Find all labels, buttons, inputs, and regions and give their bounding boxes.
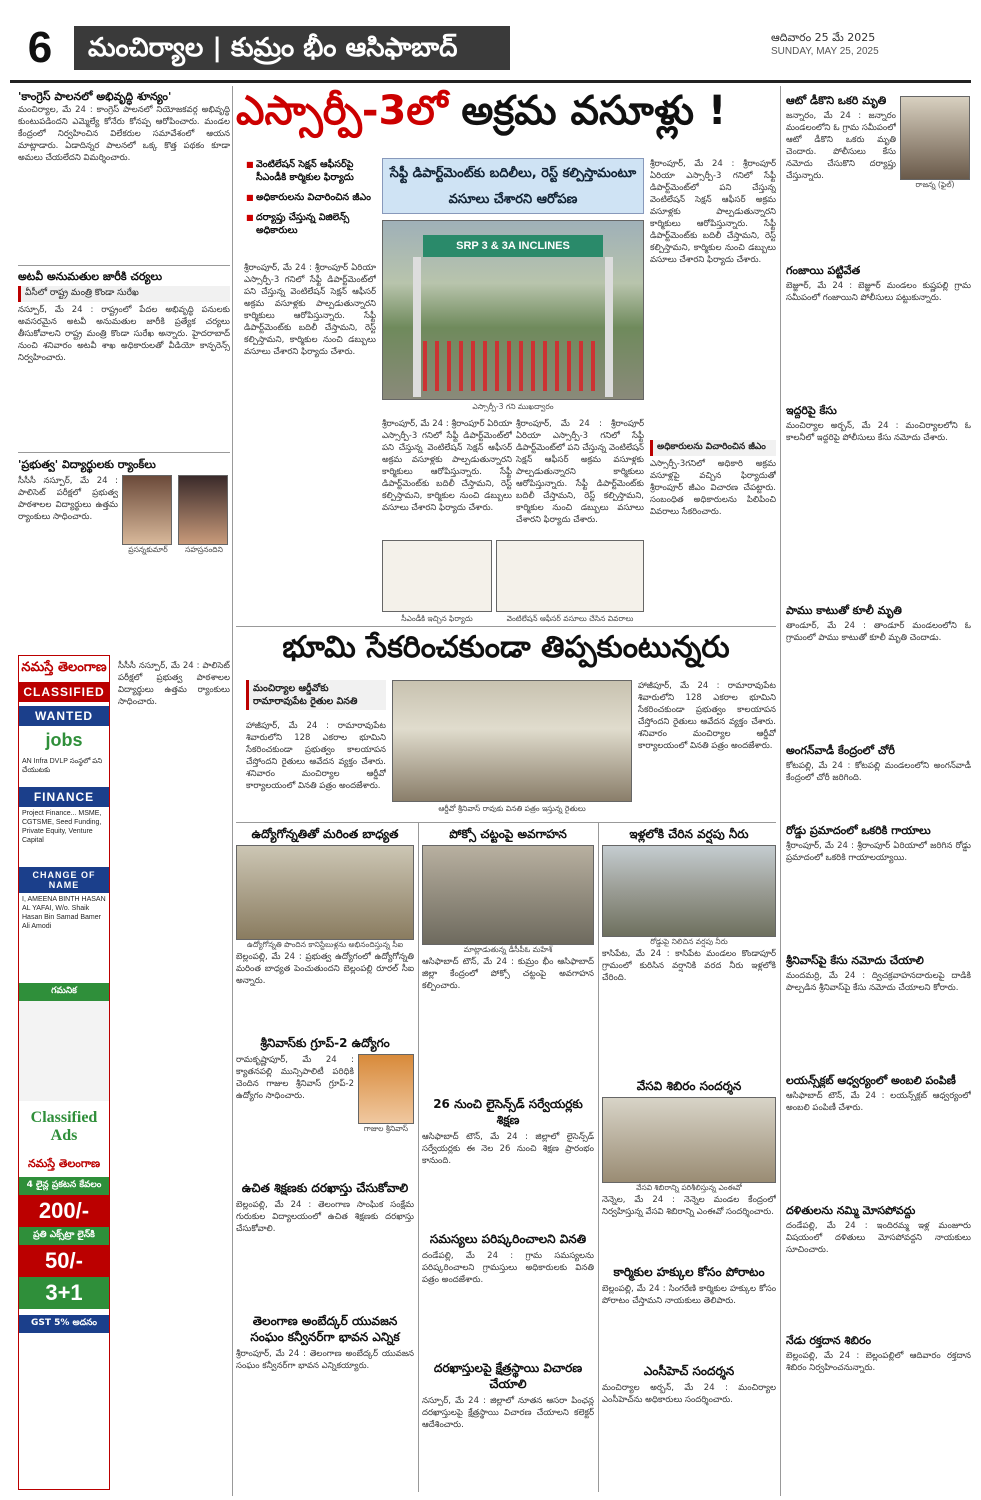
divider <box>236 822 776 823</box>
m4-body: నస్పూర్, మే 24 : జిల్లాలో నూతన ఆసరా పింఛన్ల దరఖాస్తులపై క్షేత్రస్థాయి విచారణ చేయాలని కలెక్టర్ ఆదేశించారు. <box>422 1396 594 1430</box>
accident-victim-photo <box>900 96 970 180</box>
right-r8-body: ఆసిఫాబాద్ టౌన్, మే 24 : లయన్స్‌క్లబ్ ఆధ్వర్యంలో అంబలి పంపిణీ చేశారు. <box>786 1091 971 1113</box>
main-subsection-head: అధికారులను విచారించిన జీఎం <box>650 440 776 456</box>
price1-label: 4 లైన్ల ప్రకటన కేవలం <box>19 1177 109 1195</box>
right-r7-body: మందమర్రి, మే 24 : ద్విచక్రవాహనదారులపై దాడికి పాల్పడిన శ్రీనివాస్‌పై కేసు నమోదు చేయాలని కోరారు. <box>786 971 971 993</box>
right-r3-body: మంచిర్యాల అర్బన్, మే 24 : మంచిర్యాలలోని ఓ కాలనీలో ఇద్దరిపై పోలీసులు కేసు నమోదు చేశారు. <box>786 421 971 443</box>
gst-note: GST 5% అదనం <box>19 1315 109 1333</box>
b2-headline: శ్రీనివాస్‌కు గ్రూప్-2 ఉద్యోగం <box>260 1036 390 1050</box>
student-photo-2 <box>178 475 228 545</box>
left-story2-headline: అటవీ అనుమతుల జారీకి చర్యలు <box>18 270 163 283</box>
right-r9-headline: దళితులను నమ్మి మోసపోవద్దు <box>786 1204 916 1217</box>
story2-body-col2: హాజీపూర్, మే 24 : రామారావుపేట శివారులోని 128 ఎకరాల భూమిని సేకరించకుండా ప్రభుత్వం కాలయాపన చేస్తోందని రైతులు ఆవేదన వ్యక్తం చేశారు. శనివారం మంచిర్యాల ఆర్డీవో కార్యాలయంలో వినతి పత్రం అందజేశారు. <box>638 681 776 751</box>
r1-photo-caption: రోడ్డుపై నిలిచిన వర్షపు నీరు <box>650 937 728 946</box>
price2: 50/- <box>19 1245 109 1277</box>
left-story3-cont: సీసీసీ నస్పూర్, మే 24 : పాలిసెట్ పరీక్షలో ప్రభుత్వ పాఠశాలల విద్యార్థులు ఉత్తమ ర్యాంకులు సాధించారు. <box>118 661 230 707</box>
story2-body-col1: హాజీపూర్, మే 24 : రామారావుపేట శివారులోని 128 ఎకరాల భూమిని సేకరించకుండా ప్రభుత్వం కాలయాపన చేస్తోందని రైతులు ఆవేదన వ్యక్తం చేశారు. శనివారం మంచిర్యాల ఆర్డీవో కార్యాలయంలో వినతి పత్రం అందజేశారు. <box>246 721 386 791</box>
page-date <box>771 30 971 57</box>
right-r6-body: శ్రీరాంపూర్, మే 24 : శ్రీరాంపూర్ ఏరియాలో జరిగిన రోడ్డు ప్రమాదంలో ఒకరికి గాయాలయ్యాయి. <box>786 841 971 863</box>
right-r6-headline: రోడ్డు ప్రమాదంలో ఒకరికి గాయాలు <box>786 824 931 837</box>
right-r8-headline: లయన్స్‌క్లబ్ ఆధ్వర్యంలో అంబలి పంపిణీ <box>786 1074 956 1087</box>
complaint-doc-caption: సీఎండీకి ఇచ్చిన ఫిర్యాదు <box>401 614 473 623</box>
divider <box>18 452 230 453</box>
summer-camp-photo <box>602 1097 776 1183</box>
right-r3-headline: ఇద్దరిపై కేసు <box>786 404 837 417</box>
farmers-photo-caption: ఆర్డీవో శ్రీనివాస్ రావుకు వినతి పత్రం ఇస్తున్న రైతులు <box>438 804 586 813</box>
bottom-column-2 <box>422 826 594 1494</box>
price2-label: ప్రతి ఎక్స్‌ట్రా లైన్‌కి <box>19 1227 109 1245</box>
finance-ad-text: Project Finance... MSME, CGTSME, Seed Funding, Private Equity, Venture Capital <box>22 810 102 844</box>
b3-headline: ఉచిత శిక్షణకు దరఖాస్తు చేసుకోవాలి <box>241 1181 409 1195</box>
collection-document <box>496 540 644 612</box>
right-r10-headline: నేడు రక్తదాన శిబిరం <box>786 1334 872 1347</box>
right-r1-caption: రాజన్న (ఫైల్) <box>915 180 955 189</box>
r1-body: కాసిపేట, మే 24 : కాసిపేట మండలం కొండాపూర్ గ్రామంలో కురిసిన వర్షానికి వరద నీరు ఇళ్లలోకి చేరింది. <box>602 949 776 983</box>
left-story2-body: నస్పూర్, మే 24 : రాష్ట్రంలో పేదల అభివృద్ధి పనులకు అవసరమైన అటవీ అనుమతుల జారీకి ప్రత్యేక చర్యలు తీసుకోవాలని రాష్ట్ర మంత్రి కొండా సురేఖ అన్నారు. హైదరాబాద్ నుంచి శనివారం అటవీ శాఖ అధికారులతో వీడియో కాన్ఫరెన్స్ నిర్వహించారు. <box>18 305 230 363</box>
left-column <box>18 90 230 650</box>
main-headline-part1: ఎస్సార్పీ-3లో <box>236 88 462 134</box>
main-headline <box>236 88 776 154</box>
classified-band: CLASSIFIED <box>19 682 109 702</box>
main-body-col3: శ్రీరాంపూర్, మే 24 : శ్రీరాంపూర్ ఏరియా ఎస్సార్పీ-3 గనిలో సేఫ్టీ డిపార్ట్‌మెంట్‌లో పని చేస్తున్న వెంటిలేషన్ సెక్షన్ ఆఫీసర్ అక్రమ వసూళ్లకు పాల్పడుతున్నారని కార్మికులు ఆరోపిస్తున్నారు. సేఫ్టీ డిపార్ట్‌మెంట్‌కు బదిలీ చేస్తామని, రెస్ట్ కల్పిస్తామని, కార్మికుల నుంచి డబ్బులు వసూలు చేశారని ఫిర్యాదు చేశారు. <box>516 419 644 525</box>
offer: 3+1 <box>19 1277 109 1309</box>
r1-headline: ఇళ్లలోకి చేరిన వర్షపు నీరు <box>629 827 749 841</box>
notice-band: గమనిక <box>19 983 109 1001</box>
job-ad-text: AN Infra DVLP సంస్థలో పని చేయుటకు <box>22 758 103 774</box>
main-body-col4: శ్రీరాంపూర్, మే 24 : శ్రీరాంపూర్ ఏరియా ఎస్సార్పీ-3 గనిలో సేఫ్టీ డిపార్ట్‌మెంట్‌లో పని చేస్తున్న వెంటిలేషన్ సెక్షన్ ఆఫీసర్ అక్రమ వసూళ్లకు పాల్పడుతున్నారని కార్మికులు ఆరోపిస్తున్నారు. సేఫ్టీ డిపార్ట్‌మెంట్‌కు బదిలీ చేస్తామని, రెస్ట్ కల్పిస్తామని, కార్మికుల నుంచి డబ్బులు వసూలు చేశారని ఫిర్యాదు చేశారు. <box>650 159 776 265</box>
bullet-item: ■ వెంటిలేషన్ సెక్షన్ ఆఫీసర్‌పై సీఎండీకి కార్మికుల ఫిర్యాదు <box>246 158 374 184</box>
bottom-column-3 <box>602 826 776 1494</box>
srinivas-photo <box>358 1054 414 1124</box>
left-story1-body: మంచిర్యాల, మే 24 : కాంగ్రెస్ పాలనలో నియోజకవర్గ అభివృద్ధి కుంటుపడిందని ఎమ్మెల్యే కోనేరు కోనప్ప ఆరోపించారు. మండల కేంద్రంలో నిర్వహించిన విలేకరుల సమావేశంలో ఆయన మాట్లాడారు. ఏడాదిన్నర పాలనలో ఒక్క కొత్త పథకం కూడా అమలు చేయలేదని విమర్శించారు. <box>18 105 230 163</box>
b2-photo-caption: గాజుల శ్రీనివాస్ <box>363 1124 409 1133</box>
m1-body: ఆసిఫాబాద్ టౌన్, మే 24 : కుమ్రం భీం ఆసిఫాబాద్ జిల్లా కేంద్రంలో పోక్సో చట్టంపై అవగాహన కల్పించారు. <box>422 957 594 991</box>
right-r5-headline: అంగన్‌వాడీ కేంద్రంలో చోరీ <box>786 744 895 757</box>
classified-logo-2: నమస్తే తెలంగాణ <box>19 1153 109 1177</box>
b2-body: రామకృష్ణాపూర్, మే 24 : క్యాతనపల్లి మున్సిపాలిటీ పరిధికి చెందిన గాజుల శ్రీనివాస్ గ్రూప్-2 ఉద్యోగం సాధించారు. <box>236 1055 354 1101</box>
pocso-awareness-photo <box>422 845 594 945</box>
story2-headline: భూమి సేకరించకుండా తిప్పకుంటున్నరు <box>282 630 730 665</box>
classified-logo: నమస్తే తెలంగాణ <box>19 656 109 682</box>
right-r1-body: జన్నారం, మే 24 : జన్నారం మండలంలోని ఓ గ్రామ సమీపంలో ఆటో డీకొని ఒకరు మృతి చెందారు. పోలీసులు కేసు నమోదు చేసుకొని దర్యాప్తు చేస్తున్నారు. <box>786 111 896 181</box>
m2-body: ఆసిఫాబాద్ టౌన్, మే 24 : జిల్లాలో లైసెన్స్‌డ్ సర్వేయర్లకు ఈ నెల 26 నుంచి శిక్షణ ప్రారంభం కానుంది. <box>422 1132 594 1166</box>
m1-photo-caption: మాట్లాడుతున్న డీసీపీఓ మహేశ్ <box>463 945 553 954</box>
r2-photo-caption: వేసవి శిబిరాన్ని పరిశీలిస్తున్న ఎంఈవో <box>636 1183 742 1192</box>
police-promotion-photo <box>236 845 414 940</box>
r2-body: నెన్నెల, మే 24 : నెన్నెల మండల కేంద్రంలో నిర్వహిస్తున్న వేసవి శిబిరాన్ని ఎంఈవో సందర్శించారు. <box>602 1195 776 1217</box>
right-column <box>786 90 971 1490</box>
right-r9-body: దండేపల్లి, మే 24 : ఇందిరమ్మ ఇళ్ల మంజూరు విషయంలో దళితులు మోసపోవద్దని నాయకులు సూచించారు. <box>786 1221 971 1255</box>
right-r10-body: బెల్లంపల్లి, మే 24 : బెల్లంపల్లిలో ఆదివారం రక్తదాన శిబిరం నిర్వహించనున్నారు. <box>786 1351 971 1373</box>
mine-photo-caption: ఎస్సార్పీ-3 గని ముఖద్వారం <box>472 402 554 411</box>
right-r1-headline: ఆటో డీకొని ఒకరి మృతి <box>786 94 887 107</box>
m3-body: దండేపల్లి, మే 24 : గ్రామ సమస్యలను పరిష్కరించాలని గ్రామస్తులు అధికారులకు వినతి పత్రం అందజేశారు. <box>422 1251 594 1285</box>
student-photo-1 <box>122 475 172 545</box>
student-caption-2: సహస్రనందిని <box>185 545 223 554</box>
date-english: SUNDAY, MAY 25, 2025 <box>771 46 879 57</box>
m2-headline: 26 నుంచి లైసెన్స్‌డ్ సర్వేయర్లకు శిక్షణ <box>433 1097 583 1127</box>
right-r4-body: తాండూర్, మే 24 : తాండూర్ మండలంలోని ఓ గ్రామంలో పాము కాటుతో కూలీ మృతి చెందాడు. <box>786 621 971 643</box>
main-headline-part2: అక్రమ వసూళ్లు ! <box>461 88 727 134</box>
main-subhead: సేఫ్టీ డిపార్ట్‌మెంట్‌కు బదిలీలు, రెస్ట్ కల్పిస్తామంటూ వసూలు చేశారని ఆరోపణ <box>382 158 644 214</box>
main-body-col2: శ్రీరాంపూర్, మే 24 : శ్రీరాంపూర్ ఏరియా ఎస్సార్పీ-3 గనిలో సేఫ్టీ డిపార్ట్‌మెంట్‌లో పని చేస్తున్న వెంటిలేషన్ సెక్షన్ ఆఫీసర్ అక్రమ వసూళ్లకు పాల్పడుతున్నారని కార్మికులు ఆరోపిస్తున్నారు. సేఫ్టీ డిపార్ట్‌మెంట్‌కు బదిలీ చేస్తామని, రెస్ట్ కల్పిస్తామని, కార్మికుల నుంచి డబ్బులు వసూలు చేశారని ఫిర్యాదు చేశారు. <box>382 419 512 513</box>
main-bullets <box>246 158 374 244</box>
masthead-rule <box>10 80 971 83</box>
b4-headline: తెలంగాణ అంబేద్కర్ యువజన సంఘం కన్వీనర్‌గా భావన ఎన్నిక <box>250 1314 400 1344</box>
price1: 200/- <box>19 1195 109 1227</box>
bullet-item: ■ అధికారులను విచారించిన జీఎం <box>246 191 374 204</box>
classified-ads-logo: Classified Ads <box>30 1109 98 1144</box>
finance-band: FINANCE <box>19 787 109 807</box>
change-of-name-text: I, AMEENA BINTH HASAN AL YAFAI, W/o. Shaik Hasan Bin Samad Bamer Ali Amodi <box>22 896 106 930</box>
right-r5-body: కోటపల్లి, మే 24 : కోటపల్లి మండలంలోని అంగన్‌వాడీ కేంద్రంలో చోరీ జరిగింది. <box>786 761 971 783</box>
column-divider <box>780 86 781 1496</box>
rainwater-photo <box>602 845 776 937</box>
b1-photo-caption: ఉద్యోగోన్నతి పొందిన కానిస్టేబుళ్లను అభినందిస్తున్న సీఐ <box>246 940 404 949</box>
r2-headline: వేసవి శిబిరం సందర్శన <box>636 1079 742 1093</box>
column-divider <box>598 822 599 1492</box>
wanted-band: WANTED <box>19 706 109 726</box>
left-story1-headline: 'కాంగ్రెస్ పాలనలో అభివృద్ధి శూన్యం' <box>18 90 172 103</box>
right-r2-body: బెజ్జూర్, మే 24 : బెజ్జూర్ మండలం కుష్ణపల్లి గ్రామ సమీపంలో గంజాయిని పోలీసులు పట్టుకున్నారు. <box>786 281 971 303</box>
main-subsection-body: ఎస్సార్పీ-3గనిలో అధికారి అక్రమ వసూళ్లపై వచ్చిన ఫిర్యాదుతో శ్రీరాంపూర్ జీఎం విచారణ చేపట్టారు. సంబంధిత అధికారులను పిలిపించి వివరాలు సేకరించారు. <box>650 459 776 517</box>
student-caption-1: ప్రసన్నకుమార్ <box>128 545 168 554</box>
right-r7-headline: శ్రీనివాస్‌పై కేసు నమోదు చేయాలి <box>786 954 924 967</box>
change-of-name-band: CHANGE OF NAME <box>19 867 109 893</box>
jobs-logo: jobs <box>45 730 83 750</box>
r4-headline: ఎంసీహెచ్ సందర్శన <box>643 1364 735 1378</box>
masthead <box>10 22 971 80</box>
column-divider <box>418 822 419 1492</box>
right-r2-headline: గంజాయి పట్టివేత <box>786 264 861 277</box>
b3-body: బెల్లంపల్లి, మే 24 : తెలంగాణ సాంఘిక సంక్షేమ గురుకుల విద్యాలయంలో ఉచిత శిక్షణకు దరఖాస్తు చేసుకోవాలి. <box>236 1200 414 1234</box>
m3-headline: సమస్యలు పరిష్కరించాలని వినతి <box>429 1232 587 1246</box>
story2-kicker: మంచిర్యాల ఆర్డీవోకు రామారావుపేట రైతుల వినతి <box>246 680 386 710</box>
divider <box>236 626 776 627</box>
mine-sign: SRP 3 & 3A INCLINES <box>423 235 603 257</box>
date-telugu: ఆదివారం 25 మే 2025 <box>771 31 876 44</box>
column-divider <box>232 86 233 1496</box>
classified-ads-column <box>18 655 110 1490</box>
divider <box>18 265 230 266</box>
bottom-column-1 <box>236 826 414 1494</box>
r3-headline: కార్మికుల హక్కుల కోసం పోరాటం <box>613 1265 765 1279</box>
mine-entrance-photo <box>382 220 644 400</box>
left-story3-headline: 'ప్రభుత్వ' విద్యార్థులకు ర్యాంక్‌లు <box>18 458 156 471</box>
farmers-petition-photo <box>392 680 632 802</box>
m1-headline: పోక్సో చట్టంపై అవగాహన <box>449 827 567 841</box>
section-title: మంచిర్యాల | కుమ్రం భీం ఆసిఫాబాద్ <box>74 26 510 70</box>
main-body-col1: శ్రీరాంపూర్, మే 24 : శ్రీరాంపూర్ ఏరియా ఎస్సార్పీ-3 గనిలో సేఫ్టీ డిపార్ట్‌మెంట్‌లో పని చేస్తున్న వెంటిలేషన్ సెక్షన్ ఆఫీసర్ అక్రమ వసూళ్లకు పాల్పడుతున్నారని కార్మికులు ఆరోపిస్తున్నారు. సేఫ్టీ డిపార్ట్‌మెంట్‌కు బదిలీ చేస్తామని, రెస్ట్ కల్పిస్తామని, కార్మికుల నుంచి డబ్బులు వసూలు చేశారని ఫిర్యాదు చేశారు. <box>244 263 376 357</box>
right-r4-headline: పాము కాటుతో కూలీ మృతి <box>786 604 902 617</box>
page-number: 6 <box>27 23 53 72</box>
r4-body: మంచిర్యాల అర్బన్, మే 24 : మంచిర్యాల ఎంసీహెచ్‌ను అధికారులు సందర్శించారు. <box>602 1383 776 1405</box>
left-story2-kicker: వీసీలో రాష్ట్ర మంత్రి కొండా సురేఖ <box>18 286 230 302</box>
collection-doc-caption: వెంటిలేషన్ ఆఫీసర్ వసూలు చేసిన వివరాలు <box>506 614 634 623</box>
b1-body: బెల్లంపల్లి, మే 24 : ప్రభుత్వ ఉద్యోగంలో ఉద్యోగోన్నతి మరింత బాధ్యత పెంచుతుందని బెల్లంపల్లి రూరల్ సీఐ అన్నారు. <box>236 952 414 986</box>
r3-body: బెల్లంపల్లి, మే 24 : సింగరేణి కార్మికుల హక్కుల కోసం పోరాటం చేస్తామని నాయకులు తెలిపారు. <box>602 1284 776 1306</box>
m4-headline: దరఖాస్తులపై క్షేత్రస్థాయి విచారణ చేయాలి <box>433 1361 583 1391</box>
bullet-item: ■ దర్యాప్తు చేస్తున్న విజిలెన్స్ అధికారులు <box>246 211 374 237</box>
notice-text-area <box>19 1001 109 1101</box>
complaint-document <box>382 540 492 612</box>
b4-body: శ్రీరాంపూర్, మే 24 : తెలంగాణ అంబేద్కర్ యువజన సంఘం కన్వీనర్‌గా భావన ఎన్నికయ్యారు. <box>236 1349 414 1371</box>
b1-headline: ఉద్యోగోన్నతితో మరింత బాధ్యత <box>251 827 399 841</box>
left-story3-body: సీసీసీ నస్పూర్, మే 24 : పాలిసెట్ పరీక్షలో ప్రభుత్వ పాఠశాలల విద్యార్థులు ఉత్తమ ర్యాంకులు సాధించారు. <box>18 476 118 522</box>
